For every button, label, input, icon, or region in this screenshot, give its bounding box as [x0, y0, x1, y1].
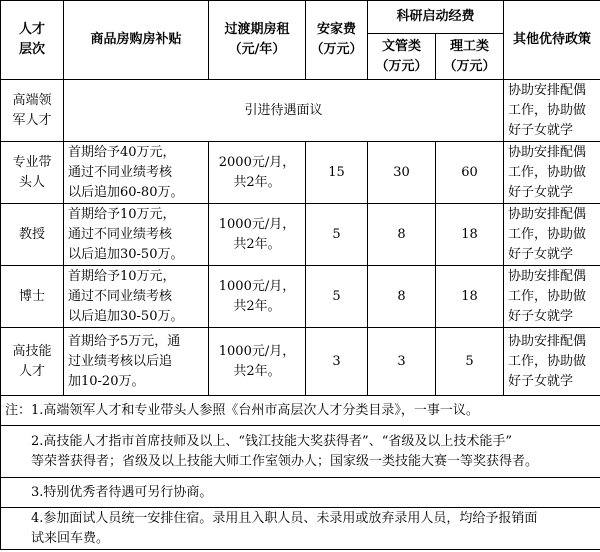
rent-cell: 1000元/月， 共2年。	[209, 266, 306, 328]
header-research: 科研启动经费	[368, 1, 504, 34]
header-rent: 过渡期房租 （元/年）	[209, 1, 306, 80]
sci-cell: 18	[436, 204, 504, 266]
header-sci: 理工类 （万元）	[436, 34, 504, 80]
sci-cell: 18	[436, 266, 504, 328]
note-2	[1, 426, 600, 478]
settle-cell: 15	[306, 142, 368, 204]
note-2-line-1: 2.高技能人才指市首席技师及以上、“钱江技能大奖获得者”、“省级及以上技术能手”	[31, 433, 512, 449]
arts-cell: 30	[368, 142, 436, 204]
row-level: 高技能 人才	[1, 328, 64, 396]
header-subsidy: 商品房购房补贴	[64, 1, 209, 80]
note-2-line-2: 等荣誉获得者；省级及以上技能大师工作室领办人；国家级一类技能大赛一等奖获得者。	[31, 453, 539, 469]
rent-cell: 2000元/月， 共2年。	[209, 142, 306, 204]
sci-cell: 5	[436, 328, 504, 396]
arts-cell: 8	[368, 266, 436, 328]
settle-cell: 5	[306, 266, 368, 328]
header-level: 人才 层次	[1, 1, 64, 80]
other-cell: 协助安排配偶 工作，协助做 好子女就学	[504, 328, 600, 396]
other-cell: 协助安排配偶 工作，协助做 好子女就学	[504, 204, 600, 266]
subsidy-cell: 首期给予40万元， 通过不同业绩考核 以后追加60-80万。	[64, 142, 209, 204]
header-arts: 文管类 （万元）	[368, 34, 436, 80]
subsidy-cell: 首期给予10万元， 通过不同业绩考核 以后追加30-50万。	[64, 204, 209, 266]
row-level: 博士	[1, 266, 64, 328]
settle-cell: 3	[306, 328, 368, 396]
note-4	[1, 508, 600, 550]
note-3: 3.特别优秀者待遇可另行协商。	[1, 478, 600, 508]
row-level: 专业带 头人	[1, 142, 64, 204]
other-cell: 协助安排配偶 工作，协助做 好子女就学	[504, 80, 600, 142]
note-4-line-2: 试来回车费。	[31, 530, 110, 546]
note-1: 注：1.高端领军人才和专业带头人参照《台州市高层次人才分类目录》，一事一议。	[1, 396, 600, 426]
row-level: 教授	[1, 204, 64, 266]
other-cell: 协助安排配偶 工作，协助做 好子女就学	[504, 142, 600, 204]
subsidy-cell: 首期给予5万元，通 过业绩考核以后追 加10-20万。	[64, 328, 209, 396]
negotiate-cell: 引进待遇面议	[64, 80, 504, 142]
header-other: 其他优待政策	[504, 1, 600, 80]
rent-cell: 1000元/月， 共2年。	[209, 204, 306, 266]
settle-cell: 5	[306, 204, 368, 266]
arts-cell: 3	[368, 328, 436, 396]
row-level: 高端领 军人才	[1, 80, 64, 142]
header-settle: 安家费 （万元）	[306, 1, 368, 80]
sci-cell: 60	[436, 142, 504, 204]
other-cell: 协助安排配偶 工作，协助做 好子女就学	[504, 266, 600, 328]
subsidy-cell: 首期给予10万元， 通过不同业绩考核 以后追加30-50万。	[64, 266, 209, 328]
arts-cell: 8	[368, 204, 436, 266]
note-4-line-1: 4.参加面试人员统一安排住宿。录用且入职人员、未录用或放弃录用人员，均给予报销面	[31, 510, 538, 526]
rent-cell: 1000元/月， 共2年。	[209, 328, 306, 396]
